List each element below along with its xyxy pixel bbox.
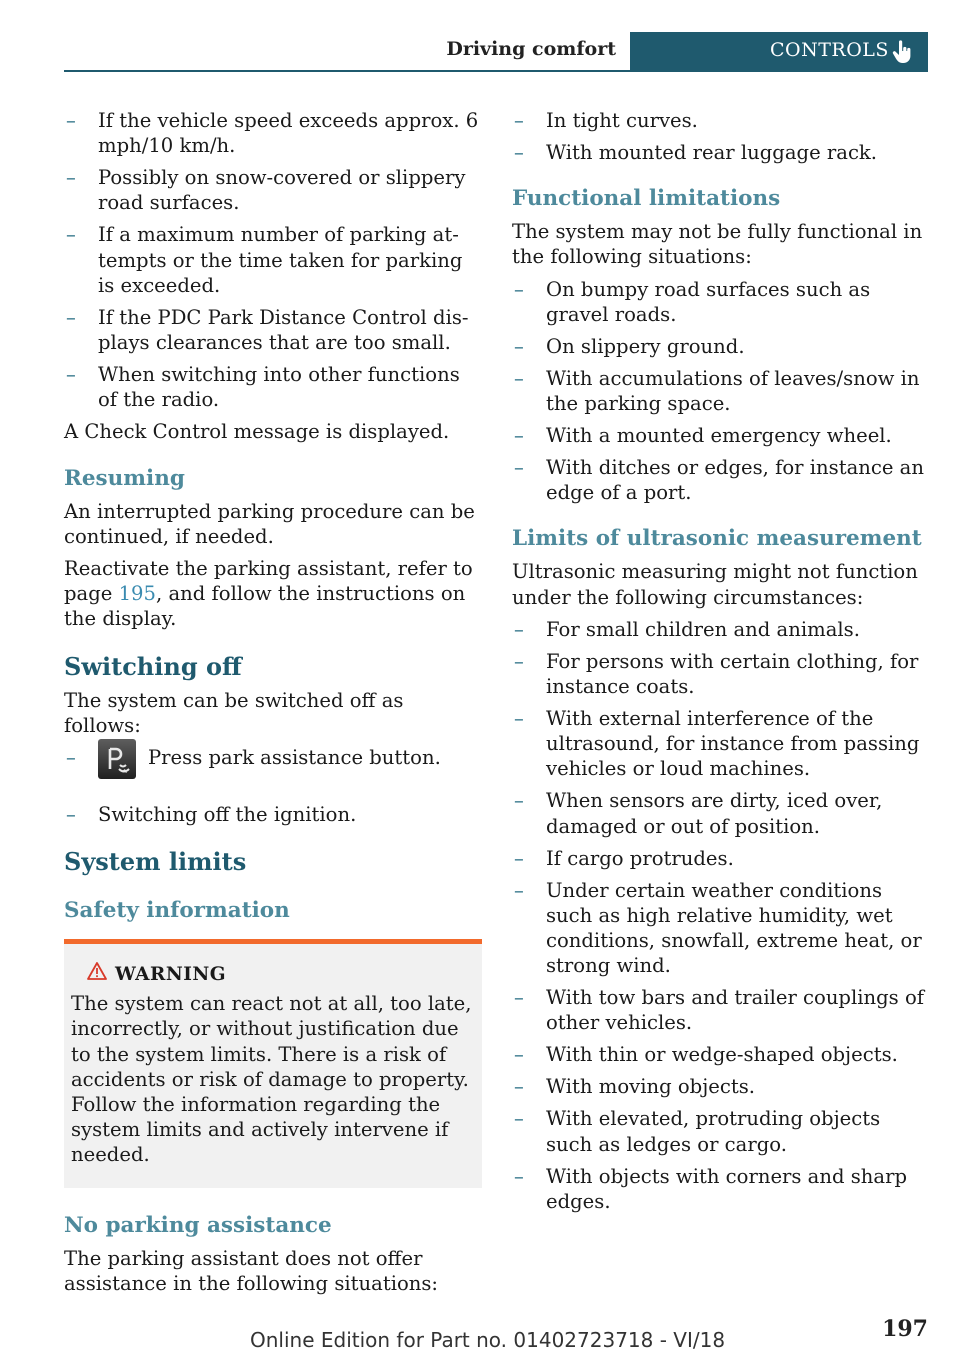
list-item: – With mounted rear luggage rack. [512, 140, 930, 165]
list-item: – With accumulations of leaves/snow in the parking space. [512, 366, 930, 416]
reference-text-after: , and follow the instructions on the display. [64, 582, 466, 631]
list-item: – With moving objects. [512, 1074, 930, 1099]
warning-text: The system can react not at all, too late, incorrectly, or without justification due to the system limits. There is a risk of accidents or risk of damage to property. Follow the information regarding the system limits and actively intervene if needed. [71, 992, 472, 1167]
hand-pointer-icon [890, 39, 916, 65]
section-title: Driving comfort [446, 38, 616, 60]
list-item: – With elevated, protruding objects such as ledges or cargo. [512, 1106, 930, 1156]
functional-limitations-intro: The system may not be fully functional in the following situations: [512, 220, 923, 269]
list-item: – With a mounted emergency wheel. [512, 423, 930, 448]
list-item: – With external interference of the ultrasound, for instance from passing vehicles or loud machines. [512, 706, 930, 782]
switching-off-intro: The system can be switched off as follows: [64, 688, 404, 737]
list-item: – When switching into other functions of the radio. [64, 362, 482, 412]
intro-list [64, 108, 482, 412]
warning-header [87, 962, 475, 987]
warning-box [64, 939, 482, 1188]
switching-off-heading: Switching off [64, 651, 242, 681]
warning-label: WARNING [115, 964, 227, 986]
list-item: – For persons with certain clothing, for instance coats. [512, 649, 930, 699]
list-item: – On bumpy road surfaces such as gravel roads. [512, 277, 930, 327]
reference-text-before: Reactivate the parking assistant, refer to page [64, 557, 473, 606]
check-control-text: A Check Control message is displayed. [64, 420, 450, 444]
list-item: – If a maximum number of parking attempts or the time taken for parking is exceeded. [64, 222, 482, 298]
warning-triangle-icon [87, 962, 107, 980]
ultrasonic-limits-intro: Ultrasonic measuring might not function under the following circumstances: [512, 560, 918, 609]
page-number: 197 [882, 1316, 928, 1342]
list-item: – With thin or wedge-shaped objects. [512, 1042, 930, 1067]
ultrasonic-limits-heading: Limits of ultrasonic measurement [512, 526, 922, 552]
list-item: – With ditches or edges, for instance an edge of a port. [512, 455, 930, 505]
list-item: – When sensors are dirty, iced over, damaged or out of position. [512, 788, 930, 838]
park-assist-button-icon [98, 739, 136, 779]
resuming-reference-paragraph [64, 556, 482, 632]
no-parking-assistance-heading: No parking assistance [64, 1212, 332, 1238]
chapter-tab [630, 32, 928, 70]
list-item: – Switching off the ignition. [64, 802, 482, 827]
no-parking-assistance-text: The parking assistant does not offer assistance in the following situations: [64, 1246, 439, 1295]
functional-limitations-list [512, 277, 930, 506]
header-rule [64, 70, 928, 72]
list-item: – With tow bars and trailer couplings of other vehicles. [512, 985, 930, 1035]
system-limits-heading: System limits [64, 847, 247, 877]
functional-limitations-heading: Functional limitations [512, 186, 781, 212]
edition-footer: Online Edition for Part no. 01402723718 - VI/18 [250, 1328, 726, 1352]
ultrasonic-limits-list [512, 617, 930, 1214]
continued-list [512, 108, 930, 165]
switching-off-list [64, 745, 482, 827]
list-item: – In tight curves. [512, 108, 930, 133]
list-item: – If the vehicle speed exceeds approx. 6 mph/10 km/h. [64, 108, 482, 158]
list-item: – If the PDC Park Distance Control displays clearances that are too small. [64, 305, 482, 355]
left-column [64, 108, 482, 1303]
resuming-paragraph: An interrupted parking procedure can be continued, if needed. [64, 499, 475, 548]
park-button-instruction: Press park assistance button. [148, 746, 441, 770]
list-item: – Possibly on snow-covered or slippery road surfaces. [64, 165, 482, 215]
list-item: – With objects with corners and sharp edges. [512, 1164, 930, 1214]
resuming-heading: Resuming [64, 465, 185, 491]
right-column [512, 108, 930, 1221]
list-item: – On slippery ground. [512, 334, 930, 359]
list-item [64, 745, 482, 795]
safety-information-heading: Safety information [64, 898, 290, 924]
list-item: – For small children and animals. [512, 617, 930, 642]
chapter-title: CONTROLS [770, 39, 889, 61]
list-item: – If cargo protrudes. [512, 846, 930, 871]
page-reference-link[interactable]: 195 [118, 582, 156, 606]
list-item: – Under certain weather conditions such as high relative humidity, wet conditions, snowfall, extreme heat, or strong wind. [512, 878, 930, 979]
page-header [64, 32, 928, 72]
